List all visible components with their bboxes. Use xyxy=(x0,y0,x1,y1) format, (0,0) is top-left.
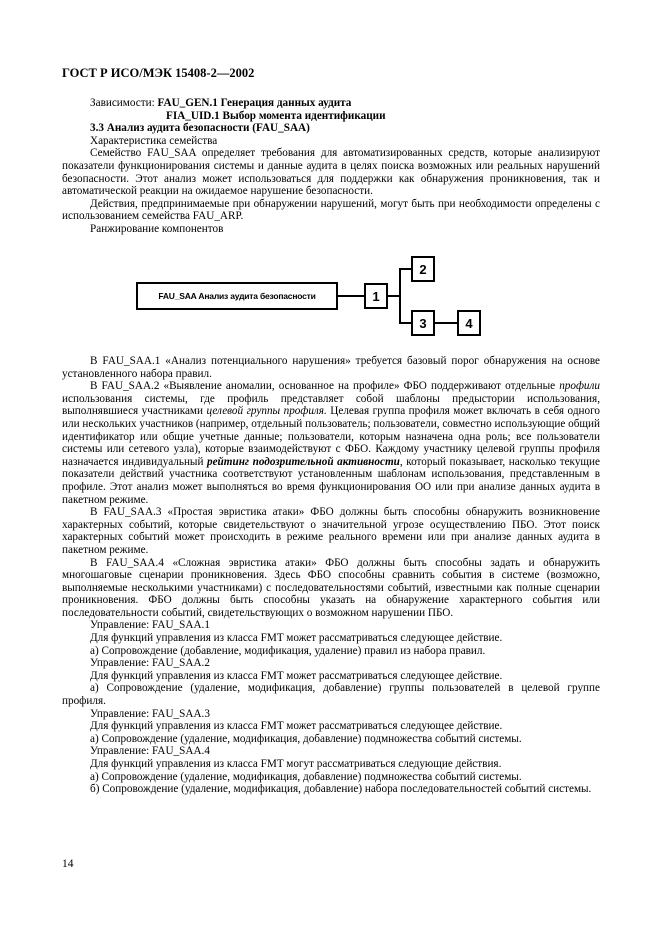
component-box-4: 4 xyxy=(457,310,481,336)
branch-line xyxy=(399,268,401,324)
management-intro-2: Для функций управления из класса FMT может рассматриваться следующее действие. xyxy=(90,669,503,682)
management-item-1a: а) Сопровождение (добавление, модификация, удаление) правил из набора правил. xyxy=(90,644,486,657)
dependencies-block xyxy=(62,97,600,236)
saa2-text: Целевая группа профиля может включать в себя одного или нескольких участников (например, отдельный пользователь; пользователи, совместно использующие общий идентификатор или общие учетные данные; пользователи, которым назначена одна роль; все пользователи системы или сетевого узла), которые взаимодействуют с ФБО. Каждому участнику целевой группы профиля назначается индивидуальный xyxy=(62,405,600,468)
page-number: 14 xyxy=(62,858,74,870)
saa2-text: , который показывает, насколько текущие показатели действий участника соответствуют установленным шаблонам использования, представленным в профиле. Этот анализ может выполняться во время функционирования ОО или при анализе данных аудита в пакетном режиме. xyxy=(62,455,600,506)
saa2-paragraph xyxy=(62,380,600,506)
components-description xyxy=(62,355,600,796)
dependencies-line-1 xyxy=(62,97,600,110)
section-title: 3.3 Анализ аудита безопасности (FAU_SAA) xyxy=(90,122,310,135)
connector-line xyxy=(338,295,364,297)
saa2-term-rating: рейтинг подозрительной активности xyxy=(207,455,400,468)
management-intro-1: Для функций управления из класса FMT может рассматриваться следующее действие. xyxy=(90,632,503,645)
connector-line xyxy=(435,322,457,324)
management-title-4: Управление: FAU_SAA.4 xyxy=(90,745,210,758)
family-box: FAU_SAA Анализ аудита безопасности xyxy=(136,282,338,310)
family-paragraph-1: Семейство FAU_SAA определяет требования для автоматизированных средств, которые анализируют показатели функционирования системы и данные аудита в целях поиска возможных или реальных нарушений безопасности. Этот анализ может использоваться для поддержки как обнаружения проникновения, так и автоматической реакции на ожидаемое нарушение безопасности. xyxy=(62,147,600,198)
ranking-heading: Ранжирование компонентов xyxy=(90,222,224,235)
component-box-1: 1 xyxy=(364,283,388,309)
saa2-term-target-group: целевой группы профиля. xyxy=(206,405,327,418)
family-paragraph-2: Действия, предпринимаемые при обнаружении нарушений, могут быть при необходимости определены с использованием семейства FAU_ARP. xyxy=(62,197,600,223)
standard-header: ГОСТ Р ИСО/МЭК 15408-2—2002 xyxy=(62,66,255,80)
management-title-3: Управление: FAU_SAA.3 xyxy=(90,707,210,720)
connector-line xyxy=(399,322,411,324)
management-intro-3: Для функций управления из класса FMT может рассматриваться следующее действие. xyxy=(90,720,503,733)
saa2-text: использования системы, где профиль представляет собой шаблоны предыстории использования, выполнявшиеся участниками xyxy=(62,392,600,418)
management-item-4a: а) Сопровождение (удаление, модификация, добавление) подмножества событий системы. xyxy=(90,770,522,783)
connector-line xyxy=(388,295,400,297)
connector-line xyxy=(399,268,411,270)
saa2-term-profiles: профили xyxy=(559,380,600,393)
dependency-fau-gen: FAU_GEN.1 Генерация данных аудита xyxy=(157,97,352,109)
saa4-paragraph: В FAU_SAA.4 «Сложная эвристика атаки» ФБО должны быть способны задать и обнаружить многошаговые сценарии проникновения. Здесь ФБО способны сравнить события в системе (возможно, выполняемые несколькими участниками) с последовательностями событий, известными как полные сценарии проникновения. ФБО должны быть способны указать на обнаружение характерного события или последовательности событий, свидетельствующих о возможном нарушении ПБО. xyxy=(62,556,600,619)
management-title-1: Управление: FAU_SAA.1 xyxy=(90,619,210,632)
management-title-2: Управление: FAU_SAA.2 xyxy=(90,657,210,670)
component-box-2: 2 xyxy=(411,256,435,282)
saa3-paragraph: В FAU_SAA.3 «Простая эвристика атаки» ФБО должны быть способны обнаружить возникновение характерных событий, которые свидетельствуют о значительной угрозе осуществлению ПБО. Этот поиск характерных событий может происходить в режиме реального времени или при анализе данных аудита в пакетном режиме. xyxy=(62,506,600,556)
saa2-text: В FAU_SAA.2 «Выявление аномалии, основанное на профиле» ФБО поддерживают отдельные xyxy=(90,380,560,393)
management-item-4b: б) Сопровождение (удаление, модификация, добавление) набора последовательностей событий системы. xyxy=(90,783,592,796)
family-heading: Характеристика семейства xyxy=(90,134,218,147)
dependencies-label: Зависимости: xyxy=(90,97,158,109)
management-item-3a: а) Сопровождение (удаление, модификация, добавление) подмножества событий системы. xyxy=(90,732,522,745)
dependency-fia-uid: FIA_UID.1 Выбор момента идентификации xyxy=(166,109,386,122)
management-item-2a: а) Сопровождение (удаление, модификация, добавление) группы пользователей в целевой группе профиля. xyxy=(62,682,600,708)
management-intro-4: Для функций управления из класса FMT могут рассматриваться следующие действия. xyxy=(90,758,502,770)
saa1-paragraph: В FAU_SAA.1 «Анализ потенциального нарушения» требуется базовый порог обнаружения на основе установленного набора правил. xyxy=(62,355,600,380)
component-box-3: 3 xyxy=(411,310,435,336)
